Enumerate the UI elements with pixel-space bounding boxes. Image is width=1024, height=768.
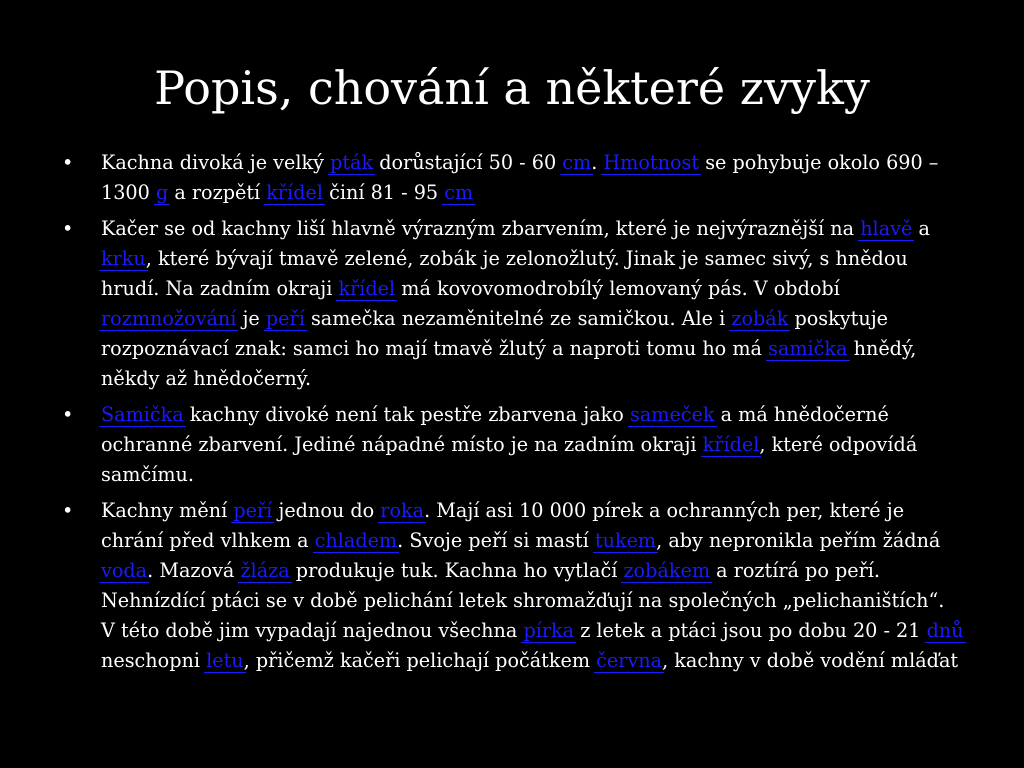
wiki-link[interactable]: peří bbox=[233, 499, 273, 522]
paragraph-text: a roztírá po peří. Nehnízdící ptáci se v době pelichání letek shromažďují na společných „pelichaništích“. V této době jim vypadají najednou všechna bbox=[101, 559, 951, 642]
wiki-link[interactable]: cm bbox=[562, 151, 592, 174]
wiki-link[interactable]: sameček bbox=[629, 403, 715, 426]
bullet-item bbox=[62, 148, 964, 208]
paragraph-text: z letek a ptáci jsou po dobu 20 - 21 bbox=[574, 619, 927, 642]
wiki-link[interactable]: samička bbox=[768, 337, 848, 360]
paragraph-text: a rozpětí bbox=[168, 181, 267, 204]
bullet-item bbox=[62, 400, 964, 490]
bullet-item bbox=[62, 496, 970, 676]
wiki-link[interactable]: krku bbox=[101, 247, 146, 270]
paragraph-text: poskytuje rozpoznávací znak: samci ho mají tmavě žlutý a naproti tomu ho má bbox=[101, 307, 895, 360]
wiki-link[interactable]: voda bbox=[101, 559, 148, 582]
paragraph-text: , aby nepronikla peřím žádná bbox=[656, 529, 947, 552]
paragraph-text: . Svoje peří si mastí bbox=[397, 529, 595, 552]
paragraph-text: produkuje tuk. Kachna ho vytlačí bbox=[289, 559, 624, 582]
wiki-link[interactable]: dnů bbox=[926, 619, 964, 642]
paragraph-text: činí 81 - 95 bbox=[323, 181, 445, 204]
paragraph-text: , přičemž kačeři pelichají počátkem bbox=[243, 649, 597, 672]
paragraph-text: se pohybuje okolo 690 – 1300 bbox=[101, 151, 945, 204]
wiki-link[interactable]: tukem bbox=[594, 529, 657, 552]
wiki-link[interactable]: zobák bbox=[731, 307, 789, 330]
paragraph-text: a má hnědočerné ochranné zbarvení. Jediné nápadné místo je na zadním okraji bbox=[101, 403, 895, 456]
paragraph-text: . Mazová bbox=[147, 559, 241, 582]
wiki-link[interactable]: zobákem bbox=[623, 559, 711, 582]
wiki-link[interactable]: peří bbox=[265, 307, 305, 330]
wiki-link[interactable]: pták bbox=[330, 151, 374, 174]
bullet-list bbox=[62, 148, 970, 682]
paragraph-text: hnědý, někdy až hnědočerný. bbox=[101, 337, 923, 390]
wiki-link[interactable]: rozmnožování bbox=[101, 307, 237, 330]
bullet-dot: • bbox=[62, 217, 74, 240]
paragraph-text: je bbox=[236, 307, 266, 330]
paragraph-text: kachny divoké není tak pestře zbarvena jako bbox=[183, 403, 630, 426]
wiki-link[interactable]: letu bbox=[206, 649, 244, 672]
paragraph-text: Kachna divoká je velký bbox=[101, 151, 331, 174]
wiki-link[interactable]: křídel bbox=[338, 277, 396, 300]
paragraph-text: , které odpovídá samčímu. bbox=[101, 433, 924, 486]
paragraph-text: , kachny v době vodění mláďat bbox=[662, 649, 959, 672]
paragraph-text: Kačer se od kachny liší hlavně výrazným zbarvením, které je nejvýraznější na bbox=[101, 217, 861, 240]
bullet-dot: • bbox=[62, 403, 74, 426]
paragraph-text: samečka nezaměnitelné ze samičkou. Ale i bbox=[304, 307, 732, 330]
slide-title: Popis, chování a některé zvyky bbox=[154, 61, 870, 115]
paragraph-text: . bbox=[591, 151, 604, 174]
paragraph-text: neschopni bbox=[101, 619, 970, 672]
wiki-link[interactable]: křídel bbox=[702, 433, 760, 456]
wiki-link[interactable]: křídel bbox=[266, 181, 324, 204]
wiki-link[interactable]: června bbox=[596, 649, 663, 672]
paragraph-text: . Mají asi 10 000 pírek a ochranných per, které je chrání před vlhkem a bbox=[101, 499, 911, 552]
wiki-link[interactable]: g bbox=[155, 181, 169, 204]
wiki-link[interactable]: cm bbox=[444, 181, 474, 204]
wiki-link[interactable]: chladem bbox=[314, 529, 398, 552]
bullet-dot: • bbox=[62, 499, 74, 522]
wiki-link[interactable]: roka bbox=[380, 499, 425, 522]
bullet-item bbox=[62, 214, 964, 394]
paragraph-text: má kovovomodrobílý lemovaný pás. V období bbox=[395, 277, 846, 300]
wiki-link[interactable]: Samička bbox=[101, 403, 184, 426]
paragraph-text: , které bývají tmavě zelené, zobák je zelonožlutý. Jinak je samec sivý, s hnědou hrudí. Na zadním okraji bbox=[101, 247, 914, 300]
wiki-link[interactable]: žláza bbox=[240, 559, 290, 582]
paragraph-text: dorůstající 50 - 60 bbox=[373, 151, 563, 174]
bullet-dot: • bbox=[62, 151, 74, 174]
paragraph-text: Kachny mění bbox=[101, 499, 234, 522]
paragraph-text: a bbox=[912, 217, 936, 240]
wiki-link[interactable]: pírka bbox=[523, 619, 575, 642]
paragraph-text: jednou do bbox=[272, 499, 381, 522]
wiki-link[interactable]: Hmotnost bbox=[603, 151, 700, 174]
wiki-link[interactable]: hlavě bbox=[860, 217, 913, 240]
